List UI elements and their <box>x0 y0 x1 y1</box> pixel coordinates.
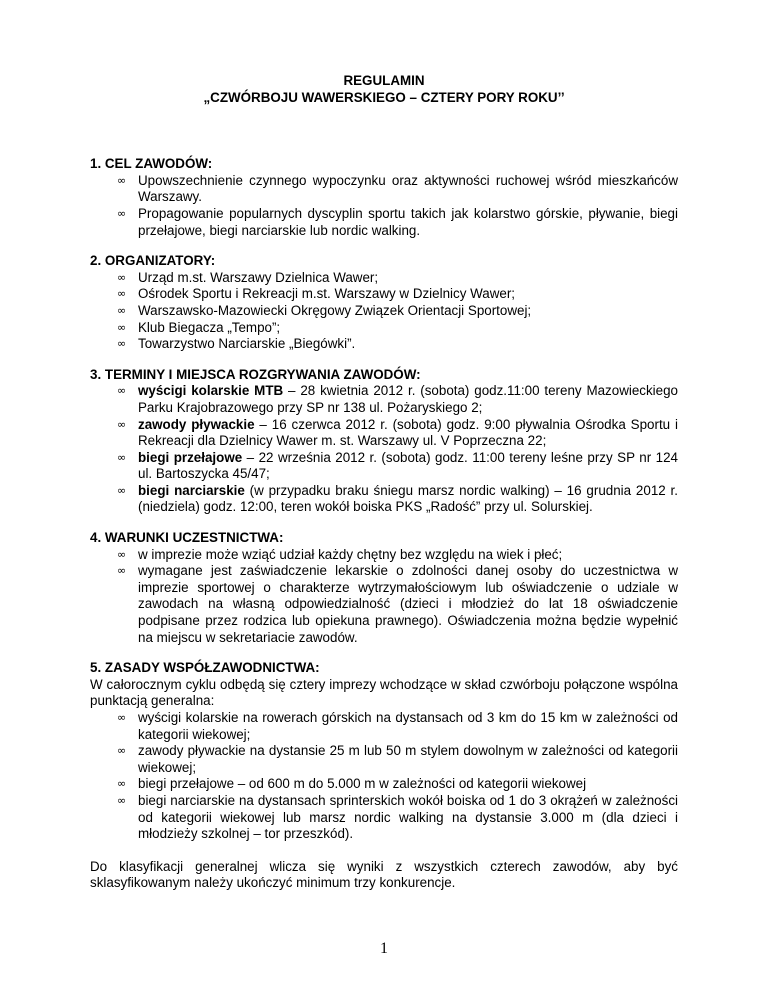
section-intro: W całorocznym cyklu odbędą się cztery imprezy wchodzące w skład czwórboju połączone wspólna punktacją generalna: <box>90 676 678 709</box>
bullet-icon: ∞ <box>117 547 127 561</box>
list-item: ∞ biegi przełajowe – od 600 m do 5.000 m w zależności od kategorii wiekowej <box>117 776 587 792</box>
bullet-icon: ∞ <box>117 564 127 578</box>
bullet-icon: ∞ <box>117 417 127 431</box>
bullet-icon: ∞ <box>117 450 127 464</box>
section-heading: 3. TERMINY I MIEJSCA ROZGRYWANIA ZAWODÓW: <box>90 366 421 382</box>
list-item: ∞ Klub Biegacza „Tempo”; <box>117 319 281 335</box>
title-line-1: REGULAMIN <box>343 73 425 88</box>
section-heading: 1. CEL ZAWODÓW: <box>90 156 213 172</box>
section-cel-zawodow <box>90 156 678 239</box>
list-item: ∞ wyścigi kolarskie na rowerach górskich na dystansach od 3 km do 15 km w zależności od kategorii wiekowej; <box>117 710 678 742</box>
bullet-icon: ∞ <box>117 483 127 497</box>
bullet-icon: ∞ <box>117 287 127 301</box>
section-warunki <box>90 530 678 646</box>
section-terminy <box>90 367 678 516</box>
list-item: ∞ w imprezie może wziąć udział każdy chętny bez względu na wiek i płeć; <box>117 546 563 562</box>
list-item: ∞ Urząd m.st. Warszawy Dzielnica Wawer; <box>117 269 379 285</box>
page-number: 1 <box>380 940 388 957</box>
bullet-icon: ∞ <box>117 793 127 807</box>
section-heading: 4. WARUNKI UCZESTNICTWA: <box>90 530 284 546</box>
bullet-list <box>90 173 678 239</box>
section-closing: Do klasyfikacji generalnej wlicza się wyniki z wszystkich czterech zawodów, aby być sklasyfikowanym należy ukończyć minimum trzy konkurencje. <box>90 858 678 891</box>
list-item: ∞ wyścigi kolarskie MTB – 28 kwietnia 2012 r. (sobota) godz.11:00 tereny Mazowieckiego Parku Krajobrazowego przy SP nr 138 ul. Pożaryskiego 2; <box>117 383 678 415</box>
bullet-list <box>90 270 678 353</box>
list-item: ∞ zawody pływackie – 16 czerwca 2012 r. (sobota) godz. 9:00 pływalnia Ośrodka Sportu i Rekreacji dla Dzielnicy Wawer m. st. Warszawy ul. V Poprzeczna 22; <box>117 416 678 449</box>
list-item: ∞ biegi narciarskie (w przypadku braku śniegu marsz nordic walking) – 16 grudnia 2012 r. (niedziela) godz. 12:00, teren wokół boiska PKS „Radość” przy ul. Solurskiej. <box>117 482 678 515</box>
bullet-icon: ∞ <box>117 270 127 284</box>
list-item: ∞ zawody pływackie na dystansie 25 m lub 50 m stylem dowolnym w zależności od kategorii wiekowej; <box>117 743 678 775</box>
section-heading: 5. ZASADY WSPÓŁZAWODNICTWA: <box>90 660 320 676</box>
bullet-icon: ∞ <box>117 711 127 724</box>
section-heading: 2. ORGANIZATORY: <box>90 253 216 269</box>
bullet-icon: ∞ <box>117 337 127 351</box>
section-organizatory <box>90 253 678 353</box>
title-line-2: „CZWÓRBOJU WAWERSKIEGO – CZTERY PORY ROKU’’ <box>203 89 565 105</box>
bullet-icon: ∞ <box>117 744 127 758</box>
list-item: ∞ Upowszechnienie czynnego wypoczynku oraz aktywności ruchowej wśród mieszkańców Warszawy. <box>117 172 678 205</box>
list-item: ∞ Ośrodek Sportu i Rekreacji m.st. Warszawy w Dzielnicy Wawer; <box>117 286 516 302</box>
list-item: ∞ Towarzystwo Narciarskie „Biegówki”. <box>117 336 356 352</box>
bullet-icon: ∞ <box>117 173 127 187</box>
bullet-icon: ∞ <box>117 206 127 220</box>
bullet-list <box>90 710 678 843</box>
document-content <box>90 73 678 892</box>
list-item: ∞ wymagane jest zaświadczenie lekarskie o zdolności danej osoby do uczestnictwa w imprezie sportowej o charakterze wytrzymałościowym lub oświadczenie o udziale w zawodach na własną odpowiedzialność (dzieci i młodzież do lat 18 oświadczenie podpisane przez rodzica lub opiekuna prawnego). Oświadczenia można będzie wypełnić na miejscu w sekretariacie zawodów. <box>117 563 678 645</box>
list-item: ∞ Propagowanie popularnych dyscyplin sportu takich jak kolarstwo górskie, pływanie, biegi przełajowe, biegi narciarskie lub nordic walking. <box>117 205 678 238</box>
bullet-list <box>90 547 678 647</box>
bullet-icon: ∞ <box>117 320 127 334</box>
list-item: ∞ Warszawsko-Mazowiecki Okręgowy Związek Orientacji Sportowej; <box>117 302 532 318</box>
list-item: ∞ biegi narciarskie na dystansach sprinterskich wokół boiska od 1 do 3 okrążeń w zależności od kategorii wiekowej lub marsz nordic walking na dystansie 3.000 m (dla dzieci i młodzieży szkolnej – tor przeszkód). <box>117 792 678 842</box>
bullet-list <box>90 383 678 516</box>
document-title <box>90 73 678 106</box>
bullet-icon: ∞ <box>117 777 127 791</box>
list-item: ∞ biegi przełajowe – 22 września 2012 r. (sobota) godz. 11:00 tereny leśne przy SP nr 124 ul. Bartoszycka 45/47; <box>117 449 678 482</box>
section-zasady <box>90 660 678 892</box>
bullet-icon: ∞ <box>117 384 127 398</box>
bullet-icon: ∞ <box>117 303 127 317</box>
